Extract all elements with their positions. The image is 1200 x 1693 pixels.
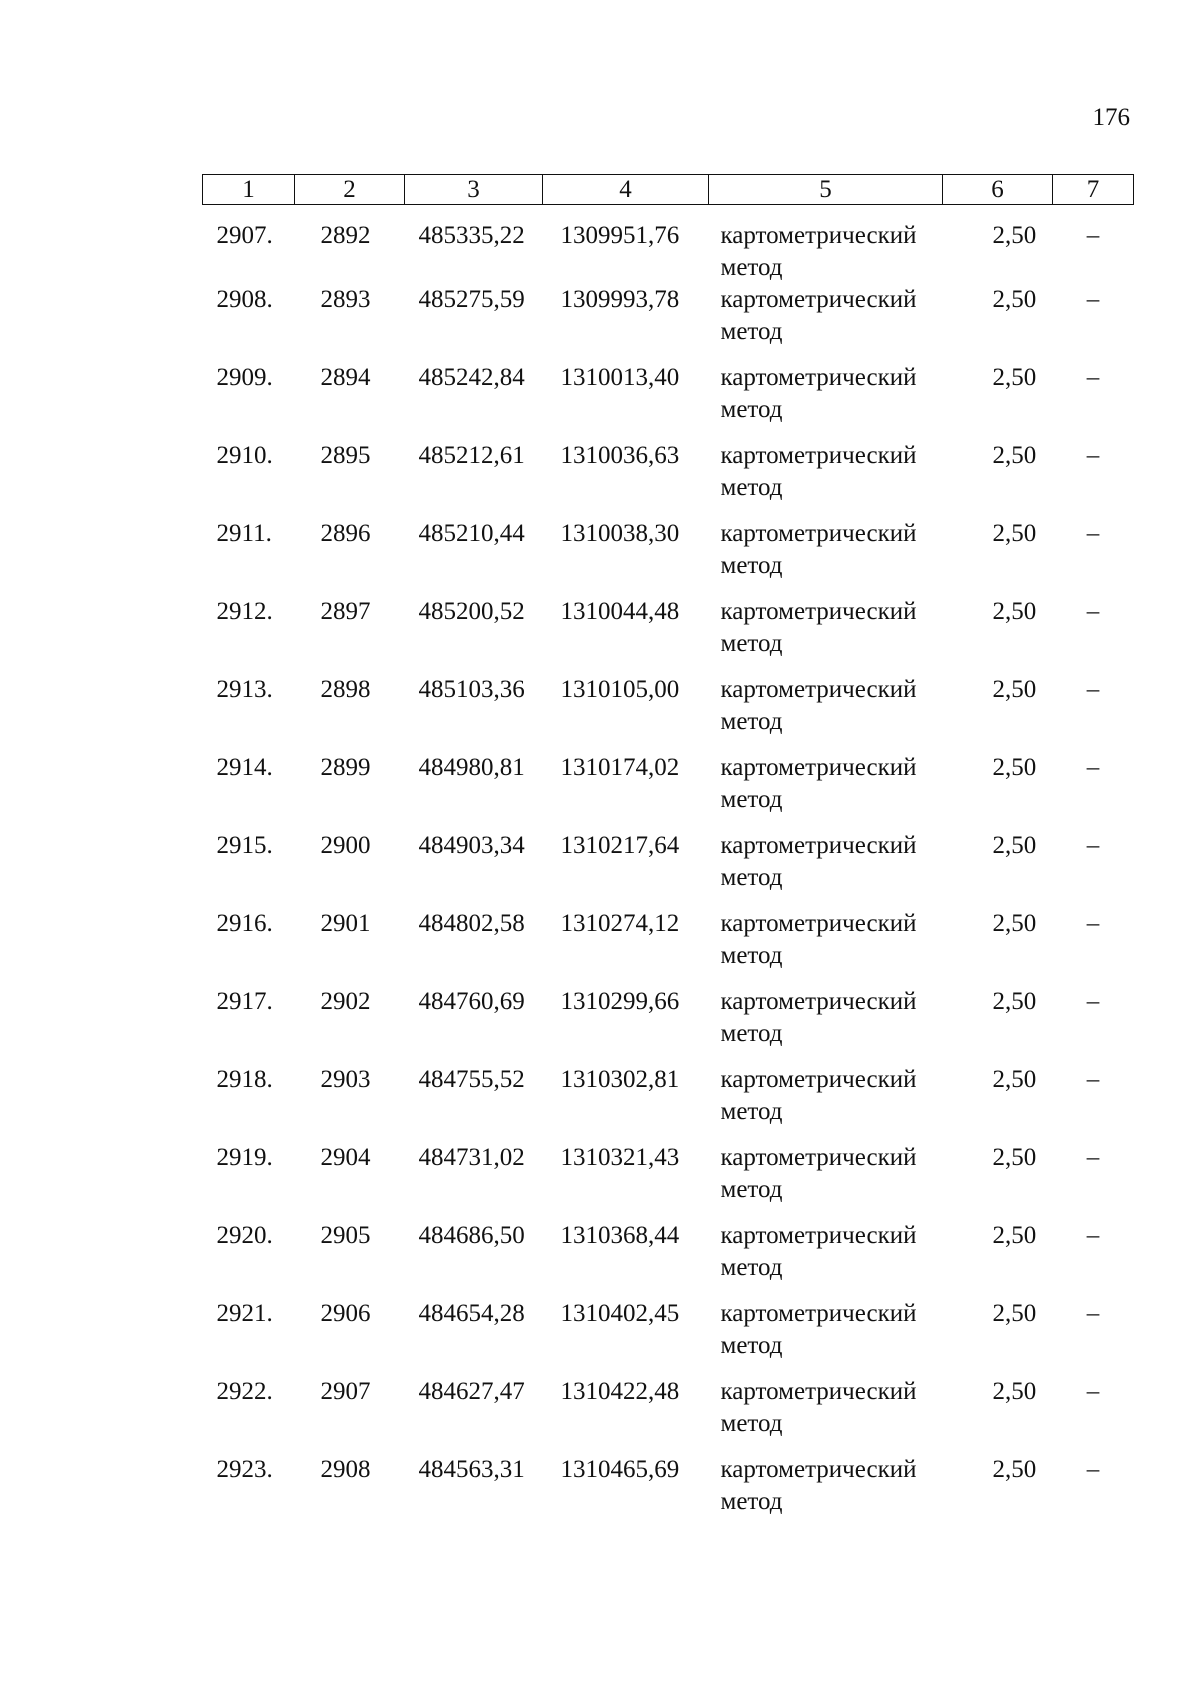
note-cell: –	[1086, 598, 1100, 625]
method-line-1: картометрический	[720, 222, 917, 249]
coordinate-y-cell: 1310036,63	[560, 442, 680, 469]
note-cell: –	[1086, 832, 1100, 859]
coordinate-x-cell: 484903,34	[418, 832, 525, 859]
page-number: 176	[1092, 104, 1130, 131]
note-cell: –	[1086, 1378, 1100, 1405]
coordinate-y-cell: 1310174,02	[560, 754, 680, 781]
row-number-cell: 2916.	[216, 910, 273, 937]
method-line-1: картометрический	[720, 988, 917, 1015]
point-number-cell: 2902	[320, 988, 371, 1015]
table-row	[203, 284, 1134, 362]
table-row	[203, 752, 1134, 830]
method-cell	[709, 1220, 943, 1298]
coordinate-y-cell: 1310044,48	[560, 598, 680, 625]
method-line-1: картометрический	[720, 910, 917, 937]
note-cell: –	[1086, 1456, 1100, 1483]
coordinate-y-cell: 1310217,64	[560, 832, 680, 859]
coordinate-y-cell: 1310465,69	[560, 1456, 680, 1483]
table-row	[203, 1142, 1134, 1220]
accuracy-cell: 2,50	[992, 1378, 1037, 1405]
coordinate-x-cell: 485212,61	[418, 442, 525, 469]
method-line-1: картометрический	[720, 1144, 917, 1171]
method-line-2: метод	[720, 1020, 783, 1047]
row-number-cell: 2915.	[216, 832, 273, 859]
method-line-1: картометрический	[720, 676, 917, 703]
coordinate-x-cell: 484760,69	[418, 988, 525, 1015]
note-cell: –	[1086, 442, 1100, 469]
coordinate-x-cell: 485275,59	[418, 286, 525, 313]
method-cell	[709, 986, 943, 1064]
note-cell: –	[1086, 910, 1100, 937]
coordinate-y-cell: 1309951,76	[560, 222, 680, 249]
coordinate-x-cell: 485335,22	[418, 222, 525, 249]
point-number-cell: 2900	[320, 832, 371, 859]
accuracy-cell: 2,50	[992, 520, 1037, 547]
row-number-cell: 2914.	[216, 754, 273, 781]
row-number-cell: 2921.	[216, 1300, 273, 1327]
row-number-cell: 2908.	[216, 286, 273, 313]
method-line-1: картометрический	[720, 1222, 917, 1249]
coordinate-x-cell: 484627,47	[418, 1378, 525, 1405]
point-number-cell: 2907	[320, 1378, 371, 1405]
accuracy-cell: 2,50	[992, 442, 1037, 469]
table-row	[203, 1454, 1134, 1532]
method-cell	[709, 1376, 943, 1454]
point-number-cell: 2905	[320, 1222, 371, 1249]
coordinate-x-cell: 485200,52	[418, 598, 525, 625]
row-number-cell: 2920.	[216, 1222, 273, 1249]
row-number-cell: 2909.	[216, 364, 273, 391]
point-number-cell: 2897	[320, 598, 371, 625]
row-number-cell: 2913.	[216, 676, 273, 703]
coordinate-y-cell: 1310013,40	[560, 364, 680, 391]
method-line-1: картометрический	[720, 286, 917, 313]
header-col-1: 1	[203, 175, 295, 205]
method-line-1: картометрический	[720, 754, 917, 781]
method-line-1: картометрический	[720, 520, 917, 547]
accuracy-cell: 2,50	[992, 676, 1037, 703]
table-row	[203, 1376, 1134, 1454]
coordinate-x-cell: 484654,28	[418, 1300, 525, 1327]
row-number-cell: 2912.	[216, 598, 273, 625]
method-line-1: картометрический	[720, 1300, 917, 1327]
method-cell	[709, 596, 943, 674]
point-number-cell: 2899	[320, 754, 371, 781]
method-line-2: метод	[720, 318, 783, 345]
method-line-1: картометрический	[720, 832, 917, 859]
coordinate-y-cell: 1310402,45	[560, 1300, 680, 1327]
coordinate-x-cell: 485242,84	[418, 364, 525, 391]
accuracy-cell: 2,50	[992, 1222, 1037, 1249]
header-col-2: 2	[295, 175, 405, 205]
accuracy-cell: 2,50	[992, 364, 1037, 391]
note-cell: –	[1086, 754, 1100, 781]
point-number-cell: 2906	[320, 1300, 371, 1327]
method-cell	[709, 674, 943, 752]
table-header	[203, 175, 1134, 205]
table-row	[203, 596, 1134, 674]
coordinate-x-cell: 485210,44	[418, 520, 525, 547]
method-line-2: метод	[720, 630, 783, 657]
method-line-1: картометрический	[720, 1456, 917, 1483]
table-row	[203, 518, 1134, 596]
row-number-cell: 2923.	[216, 1456, 273, 1483]
method-cell	[709, 1454, 943, 1532]
accuracy-cell: 2,50	[992, 832, 1037, 859]
accuracy-cell: 2,50	[992, 1456, 1037, 1483]
note-cell: –	[1086, 286, 1100, 313]
header-col-4: 4	[543, 175, 709, 205]
note-cell: –	[1086, 520, 1100, 547]
coordinate-y-cell: 1310321,43	[560, 1144, 680, 1171]
table-row	[203, 830, 1134, 908]
note-cell: –	[1086, 1144, 1100, 1171]
row-number-cell: 2907.	[216, 222, 273, 249]
table-row	[203, 1064, 1134, 1142]
table-row	[203, 1220, 1134, 1298]
note-cell: –	[1086, 364, 1100, 391]
table-row	[203, 440, 1134, 518]
coordinate-x-cell: 484563,31	[418, 1456, 525, 1483]
point-number-cell: 2898	[320, 676, 371, 703]
coordinate-y-cell: 1310274,12	[560, 910, 680, 937]
method-line-2: метод	[720, 1176, 783, 1203]
table-row	[203, 205, 1134, 285]
method-line-2: метод	[720, 942, 783, 969]
note-cell: –	[1086, 1222, 1100, 1249]
coordinate-x-cell: 484731,02	[418, 1144, 525, 1171]
method-cell	[709, 284, 943, 362]
point-number-cell: 2894	[320, 364, 371, 391]
coordinate-x-cell: 484755,52	[418, 1066, 525, 1093]
coordinate-x-cell: 485103,36	[418, 676, 525, 703]
coordinate-y-cell: 1310422,48	[560, 1378, 680, 1405]
row-number-cell: 2922.	[216, 1378, 273, 1405]
accuracy-cell: 2,50	[992, 988, 1037, 1015]
accuracy-cell: 2,50	[992, 910, 1037, 937]
method-line-1: картометрический	[720, 598, 917, 625]
row-number-cell: 2918.	[216, 1066, 273, 1093]
row-number-cell: 2910.	[216, 442, 273, 469]
coordinate-y-cell: 1310299,66	[560, 988, 680, 1015]
method-cell	[709, 1142, 943, 1220]
header-row	[203, 175, 1134, 205]
table-row	[203, 908, 1134, 986]
method-line-2: метод	[720, 864, 783, 891]
header-col-7: 7	[1053, 175, 1134, 205]
method-cell	[709, 362, 943, 440]
table-row	[203, 986, 1134, 1064]
point-number-cell: 2904	[320, 1144, 371, 1171]
method-line-2: метод	[720, 552, 783, 579]
point-number-cell: 2893	[320, 286, 371, 313]
coordinate-x-cell: 484802,58	[418, 910, 525, 937]
coordinate-y-cell: 1310302,81	[560, 1066, 680, 1093]
method-line-1: картометрический	[720, 1378, 917, 1405]
method-line-2: метод	[720, 474, 783, 501]
table-row	[203, 362, 1134, 440]
point-number-cell: 2908	[320, 1456, 371, 1483]
coordinate-x-cell: 484686,50	[418, 1222, 525, 1249]
method-line-2: метод	[720, 708, 783, 735]
method-line-2: метод	[720, 1254, 783, 1281]
method-line-2: метод	[720, 1488, 783, 1515]
note-cell: –	[1086, 1300, 1100, 1327]
method-line-2: метод	[720, 1410, 783, 1437]
header-col-3: 3	[405, 175, 543, 205]
method-cell	[709, 908, 943, 986]
method-line-2: метод	[720, 1332, 783, 1359]
method-cell	[709, 1298, 943, 1376]
method-cell	[709, 830, 943, 908]
table-row	[203, 1298, 1134, 1376]
point-number-cell: 2892	[320, 222, 371, 249]
method-cell	[709, 752, 943, 830]
method-line-2: метод	[720, 786, 783, 813]
coordinate-y-cell: 1310368,44	[560, 1222, 680, 1249]
note-cell: –	[1086, 222, 1100, 249]
note-cell: –	[1086, 988, 1100, 1015]
accuracy-cell: 2,50	[992, 754, 1037, 781]
point-number-cell: 2896	[320, 520, 371, 547]
coordinate-y-cell: 1309993,78	[560, 286, 680, 313]
row-number-cell: 2919.	[216, 1144, 273, 1171]
header-col-6: 6	[943, 175, 1053, 205]
accuracy-cell: 2,50	[992, 1066, 1037, 1093]
method-cell	[709, 1064, 943, 1142]
table-body	[203, 205, 1134, 1533]
method-cell	[709, 205, 943, 285]
coordinate-y-cell: 1310105,00	[560, 676, 680, 703]
table-row	[203, 674, 1134, 752]
header-col-5: 5	[709, 175, 943, 205]
accuracy-cell: 2,50	[992, 1300, 1037, 1327]
method-line-1: картометрический	[720, 1066, 917, 1093]
method-line-1: картометрический	[720, 364, 917, 391]
accuracy-cell: 2,50	[992, 1144, 1037, 1171]
note-cell: –	[1086, 676, 1100, 703]
accuracy-cell: 2,50	[992, 286, 1037, 313]
coordinate-y-cell: 1310038,30	[560, 520, 680, 547]
coordinates-table	[202, 174, 1134, 1532]
coordinate-x-cell: 484980,81	[418, 754, 525, 781]
method-line-2: метод	[720, 1098, 783, 1125]
method-line-2: метод	[720, 254, 783, 281]
method-line-2: метод	[720, 396, 783, 423]
row-number-cell: 2917.	[216, 988, 273, 1015]
accuracy-cell: 2,50	[992, 598, 1037, 625]
method-cell	[709, 440, 943, 518]
method-line-1: картометрический	[720, 442, 917, 469]
point-number-cell: 2895	[320, 442, 371, 469]
row-number-cell: 2911.	[216, 520, 272, 547]
method-cell	[709, 518, 943, 596]
point-number-cell: 2901	[320, 910, 371, 937]
accuracy-cell: 2,50	[992, 222, 1037, 249]
note-cell: –	[1086, 1066, 1100, 1093]
point-number-cell: 2903	[320, 1066, 371, 1093]
